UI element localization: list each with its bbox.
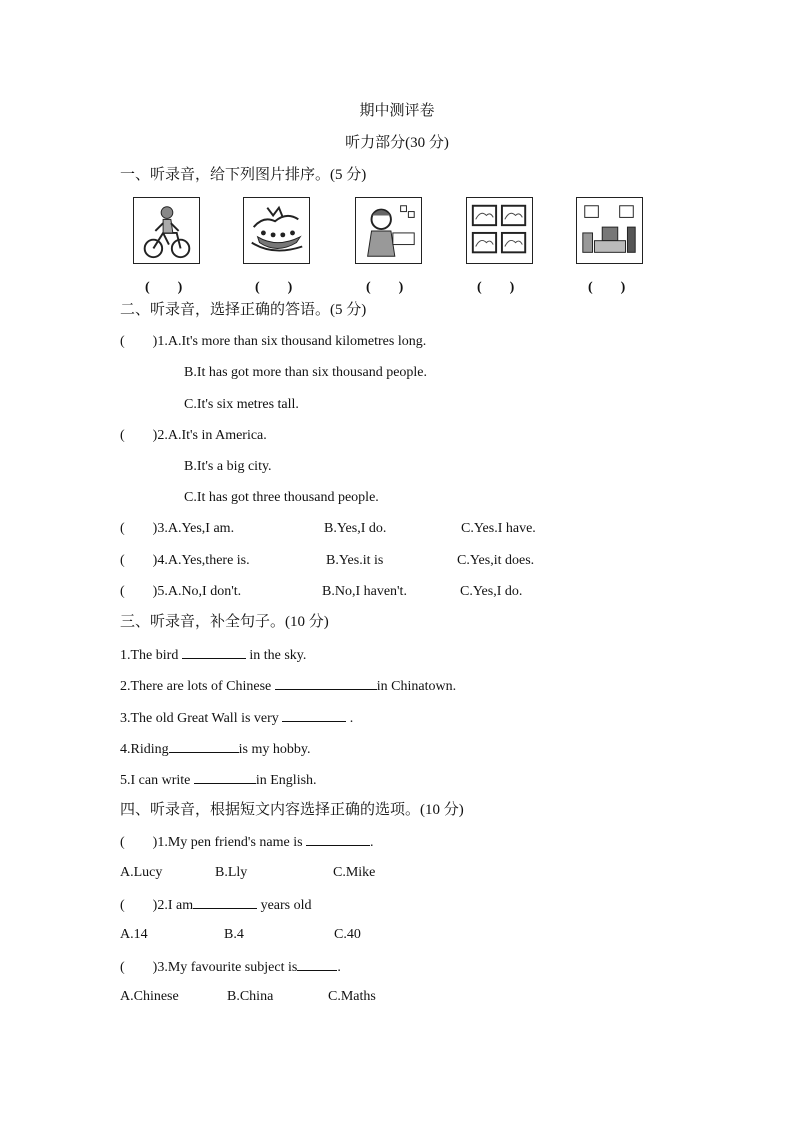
s4-q1-option-c: C.Mike bbox=[333, 865, 376, 880]
question-text-end: years old bbox=[257, 898, 312, 913]
question-text-end: . bbox=[337, 960, 341, 975]
option-a: A.It's more than six thousand kilometres long. bbox=[167, 334, 427, 349]
s2-q1-row bbox=[120, 333, 426, 351]
picture-1-paren[interactable]: ( ) bbox=[145, 280, 183, 295]
s2-q5-option-b: B.No,I haven't. bbox=[322, 584, 407, 599]
sentence-text: 5.I can write bbox=[120, 773, 194, 788]
s2-q3-row bbox=[120, 520, 234, 538]
question-text: I am bbox=[167, 898, 194, 913]
answer-paren[interactable]: ( )2. bbox=[120, 428, 168, 443]
picture-5-paren[interactable]: ( ) bbox=[588, 280, 626, 295]
s3-sentence-4 bbox=[120, 739, 310, 759]
answer-paren[interactable]: ( )4. bbox=[120, 553, 168, 568]
answer-paren[interactable]: ( )3. bbox=[120, 521, 168, 536]
page-title: 期中测评卷 bbox=[359, 103, 435, 119]
sentence-text: 1.The bird bbox=[120, 648, 182, 663]
sentence-text: 2.There are lots of Chinese bbox=[120, 679, 275, 694]
sentence-text: in Chinatown. bbox=[376, 679, 457, 694]
option-a: A.No,I don't. bbox=[167, 584, 242, 599]
s2-q2-option-b: B.It's a big city. bbox=[184, 459, 272, 474]
sentence-text: 3.The old Great Wall is very bbox=[120, 711, 283, 726]
s3-sentence-1 bbox=[120, 645, 306, 665]
s2-q5-option-c: C.Yes,I do. bbox=[460, 584, 523, 599]
stamp-collection-icon bbox=[466, 197, 533, 264]
s4-q2-option-c: C.40 bbox=[334, 927, 361, 942]
fill-blank[interactable] bbox=[275, 676, 377, 690]
fill-blank[interactable] bbox=[182, 645, 246, 659]
fill-blank[interactable] bbox=[193, 895, 257, 909]
section1-heading: 一、听录音，给下列图片排序。(5 分) bbox=[120, 167, 367, 183]
boy-stamps-icon bbox=[355, 197, 422, 264]
s3-sentence-3 bbox=[120, 708, 353, 728]
s3-sentence-5 bbox=[120, 770, 317, 790]
sentence-text: in English. bbox=[255, 773, 317, 788]
picture-4-paren[interactable]: ( ) bbox=[477, 280, 515, 295]
fill-blank[interactable] bbox=[282, 708, 346, 722]
answer-paren[interactable]: ( )1. bbox=[120, 835, 168, 850]
s2-q2-option-c: C.It has got three thousand people. bbox=[184, 490, 379, 505]
question-text: My favourite subject is bbox=[167, 960, 298, 975]
s2-q2-row bbox=[120, 427, 267, 445]
section2-heading: 二、听录音，选择正确的答语。(5 分) bbox=[120, 302, 367, 318]
section4-heading: 四、听录音，根据短文内容选择正确的选项。(10 分) bbox=[120, 802, 464, 818]
answer-paren[interactable]: ( )5. bbox=[120, 584, 168, 599]
option-a: A.Yes,there is. bbox=[167, 553, 250, 568]
s3-sentence-2 bbox=[120, 676, 456, 696]
option-a: A.It's in America. bbox=[167, 428, 267, 443]
s4-q3-row bbox=[120, 957, 341, 977]
s4-q2-option-a: A.14 bbox=[120, 927, 148, 942]
option-a: A.Yes,I am. bbox=[167, 521, 235, 536]
s2-q4-row bbox=[120, 552, 250, 570]
picture-2-paren[interactable]: ( ) bbox=[255, 280, 293, 295]
s4-q2-row bbox=[120, 895, 312, 915]
question-text: My pen friend's name is bbox=[167, 835, 307, 850]
cyclist-icon bbox=[133, 197, 200, 264]
s4-q3-option-b: B.China bbox=[227, 989, 274, 1004]
answer-paren[interactable]: ( )1. bbox=[120, 334, 168, 349]
s4-q3-option-c: C.Maths bbox=[328, 989, 376, 1004]
s4-q2-option-b: B.4 bbox=[224, 927, 244, 942]
s2-q4-option-b: B.Yes.it is bbox=[326, 553, 384, 568]
sentence-text: is my hobby. bbox=[238, 742, 311, 757]
s4-q1-row bbox=[120, 832, 374, 852]
room-icon bbox=[576, 197, 643, 264]
sentence-text: 4.Riding bbox=[120, 742, 169, 757]
s2-q4-option-c: C.Yes,it does. bbox=[457, 553, 535, 568]
s4-q3-option-a: A.Chinese bbox=[120, 989, 179, 1004]
s2-q1-option-c: C.It's six metres tall. bbox=[184, 397, 299, 412]
s2-q3-option-b: B.Yes,I do. bbox=[324, 521, 387, 536]
sentence-text: . bbox=[346, 711, 354, 726]
fill-blank[interactable] bbox=[169, 739, 239, 753]
fill-blank[interactable] bbox=[306, 832, 370, 846]
sentence-text: in the sky. bbox=[245, 648, 307, 663]
section3-heading: 三、听录音，补全句子。(10 分) bbox=[120, 614, 329, 630]
s2-q3-option-c: C.Yes.I have. bbox=[461, 521, 536, 536]
picture-3-paren[interactable]: ( ) bbox=[366, 280, 404, 295]
page-subtitle: 听力部分(30 分) bbox=[345, 135, 449, 151]
dragon-boat-icon bbox=[243, 197, 310, 264]
fill-blank[interactable] bbox=[194, 770, 256, 784]
answer-paren[interactable]: ( )3. bbox=[120, 960, 168, 975]
s4-q1-option-a: A.Lucy bbox=[120, 865, 163, 880]
s2-q1-option-b: B.It has got more than six thousand people. bbox=[184, 365, 428, 380]
fill-blank[interactable] bbox=[297, 957, 337, 971]
question-text-end: . bbox=[370, 835, 374, 850]
answer-paren[interactable]: ( )2. bbox=[120, 898, 168, 913]
s4-q1-option-b: B.Lly bbox=[215, 865, 248, 880]
s2-q5-row bbox=[120, 583, 241, 601]
